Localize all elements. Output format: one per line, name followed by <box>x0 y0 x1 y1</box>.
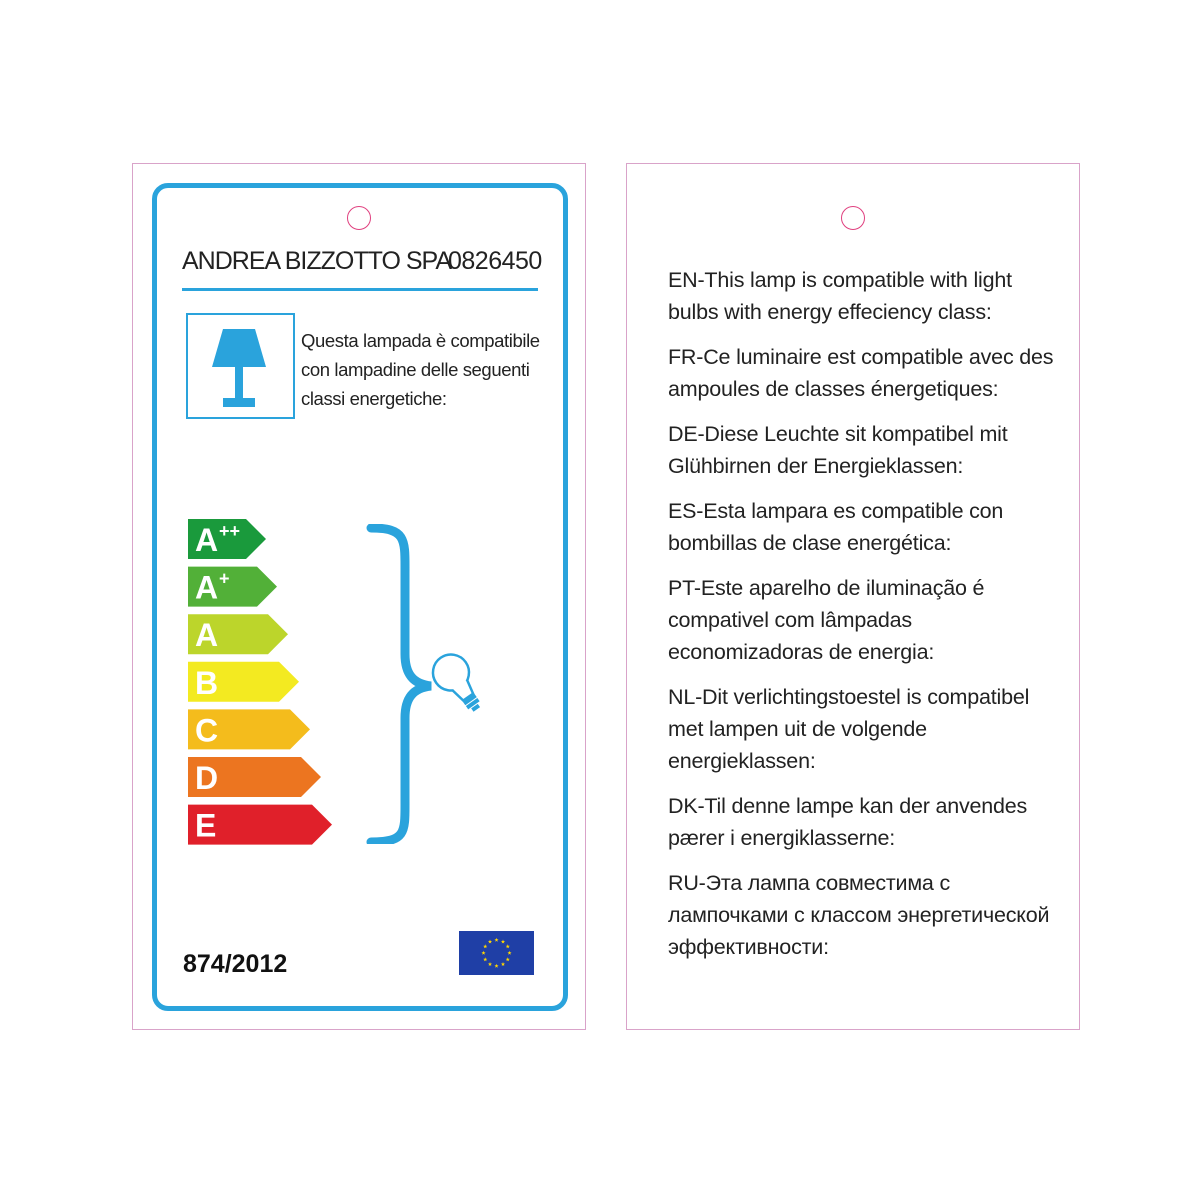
product-code: 0826450 <box>448 247 542 275</box>
energy-class-superscript: + <box>219 568 230 589</box>
energy-class-d <box>188 757 321 797</box>
multilingual-info-tag <box>626 163 1080 1030</box>
text-de: DE-Diese Leuchte sit kompatibel mit Glühbirnen der Energieklassen: <box>668 422 1008 478</box>
energy-class-b <box>188 662 299 702</box>
bracket-bulb-graphic <box>361 524 511 844</box>
energy-class-letter: A <box>195 569 219 606</box>
hang-hole-icon <box>347 206 371 230</box>
regulation-number: 874/2012 <box>183 950 288 978</box>
energy-class-letter: A <box>195 617 219 654</box>
energy-class-a <box>188 614 288 654</box>
energy-class-superscript: ++ <box>219 521 241 541</box>
compatibility-text-it: Questa lampada è compatibile con lampadine delle seguenti classi energetiche: <box>301 330 540 409</box>
energy-class-e <box>188 805 332 845</box>
lamp-icon-box <box>186 313 295 419</box>
energy-class-a-plus <box>188 567 277 607</box>
text-es: ES-Esta lampara es compatible con bombillas de clase energética: <box>668 499 1004 555</box>
energy-class-scale <box>188 519 348 859</box>
eu-flag-icon <box>459 931 534 975</box>
energy-class-letter: A <box>195 522 219 558</box>
energy-class-letter: D <box>195 760 219 796</box>
text-dk: DK-Til denne lampe kan der anvendes pærer i energiklasserne: <box>668 794 1028 850</box>
energy-class-letter: C <box>195 712 219 749</box>
energy-label-tag <box>132 163 586 1030</box>
energy-class-letter: E <box>195 807 217 844</box>
text-ru: RU-Эта лампа совместима с лампочками с классом энергетической эффективности: <box>668 871 1050 959</box>
energy-class-letter: B <box>195 664 219 701</box>
text-en: EN-This lamp is compatible with light bulbs with energy effeciency class: <box>668 268 1012 324</box>
energy-class-c <box>188 709 310 749</box>
energy-class-a-plus-plus <box>188 519 266 559</box>
hang-hole-icon <box>841 206 865 230</box>
curly-bracket <box>371 528 431 842</box>
table-lamp-icon <box>188 315 293 417</box>
text-nl: NL-Dit verlichtingstoestel is compatibel met lampen uit de volgende energieklassen: <box>668 685 1030 773</box>
multilingual-text <box>668 264 1068 976</box>
brand-name: ANDREA BIZZOTTO SPA <box>182 247 452 275</box>
header-divider <box>182 288 538 291</box>
text-pt: PT-Este aparelho de iluminação é compativel com lâmpadas economizadoras de energia: <box>668 576 985 664</box>
light-bulb-icon <box>426 647 492 719</box>
text-fr: FR-Ce luminaire est compatible avec des ampoules de classes énergetiques: <box>668 345 1054 401</box>
